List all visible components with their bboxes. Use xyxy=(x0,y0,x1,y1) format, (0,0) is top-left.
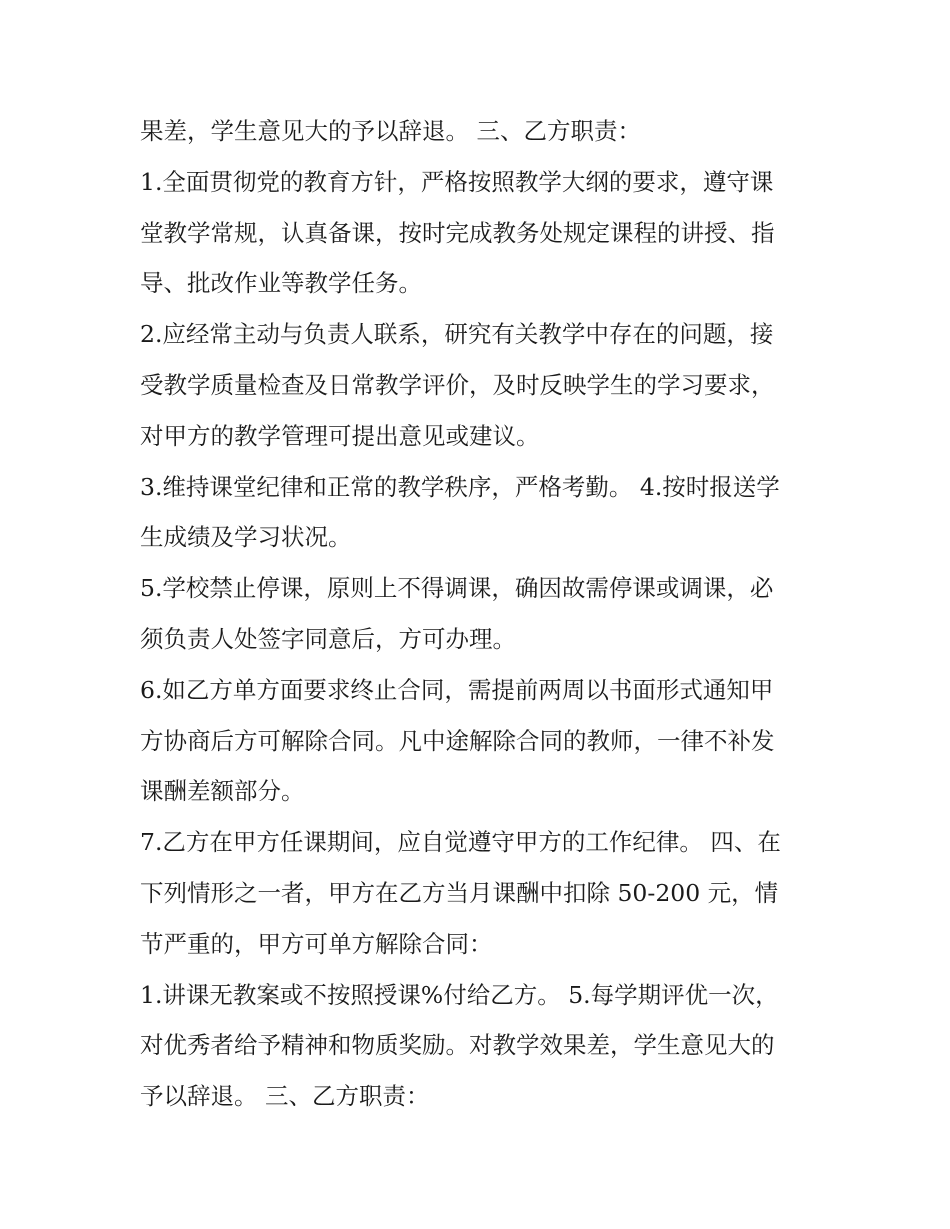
text-line: 果差，学生意见大的予以辞退。 三、乙方职责： xyxy=(140,117,641,145)
text-line: 予以辞退。 三、乙方职责： xyxy=(140,1082,430,1111)
text-line: 5.学校禁止停课，原则上不得调课，确因故需停课或调课，必 xyxy=(140,574,774,603)
text-line: 3.维持课堂纪律和正常的教学秩序，严格考勤。 4.按时报送学 xyxy=(140,472,780,501)
text-line: 节严重的，甲方可单方解除合同： xyxy=(140,929,493,958)
text-line: 导、批改作业等教学任务。 xyxy=(140,269,422,298)
text-line: 生成绩及学习状况。 xyxy=(140,523,352,552)
text-line: 须负责人处签字同意后，方可办理。 xyxy=(140,624,516,653)
text-line: 6.如乙方单方面要求终止合同，需提前两周以书面形式通知甲 xyxy=(140,675,774,704)
text-line: 1.全面贯彻党的教育方针，严格按照教学大纲的要求，遵守课 xyxy=(140,167,774,196)
text-line: 2.应经常主动与负责人联系，研究有关教学中存在的问题，接 xyxy=(140,320,774,349)
text-line: 下列情形之一者，甲方在乙方当月课酬中扣除 50-200 元，情 xyxy=(140,878,779,907)
text-line: 课酬差额部分。 xyxy=(140,777,305,806)
text-line: 对优秀者给予精神和物质奖励。对教学效果差，学生意见大的 xyxy=(140,1031,775,1060)
document-page xyxy=(140,106,820,1122)
text-line: 方协商后方可解除合同。凡中途解除合同的教师，一律不补发 xyxy=(140,726,775,755)
text-line: 堂教学常规，认真备课，按时完成教务处规定课程的讲授、指 xyxy=(140,218,775,247)
text-line: 1.讲课无教案或不按照授课%付给乙方。 5.每学期评优一次， xyxy=(140,980,779,1009)
text-line: 对甲方的教学管理可提出意见或建议。 xyxy=(140,421,540,450)
text-line: 受教学质量检查及日常教学评价，及时反映学生的学习要求， xyxy=(140,370,775,399)
text-line: 7.乙方在甲方任课期间，应自觉遵守甲方的工作纪律。 四、在 xyxy=(140,828,781,857)
